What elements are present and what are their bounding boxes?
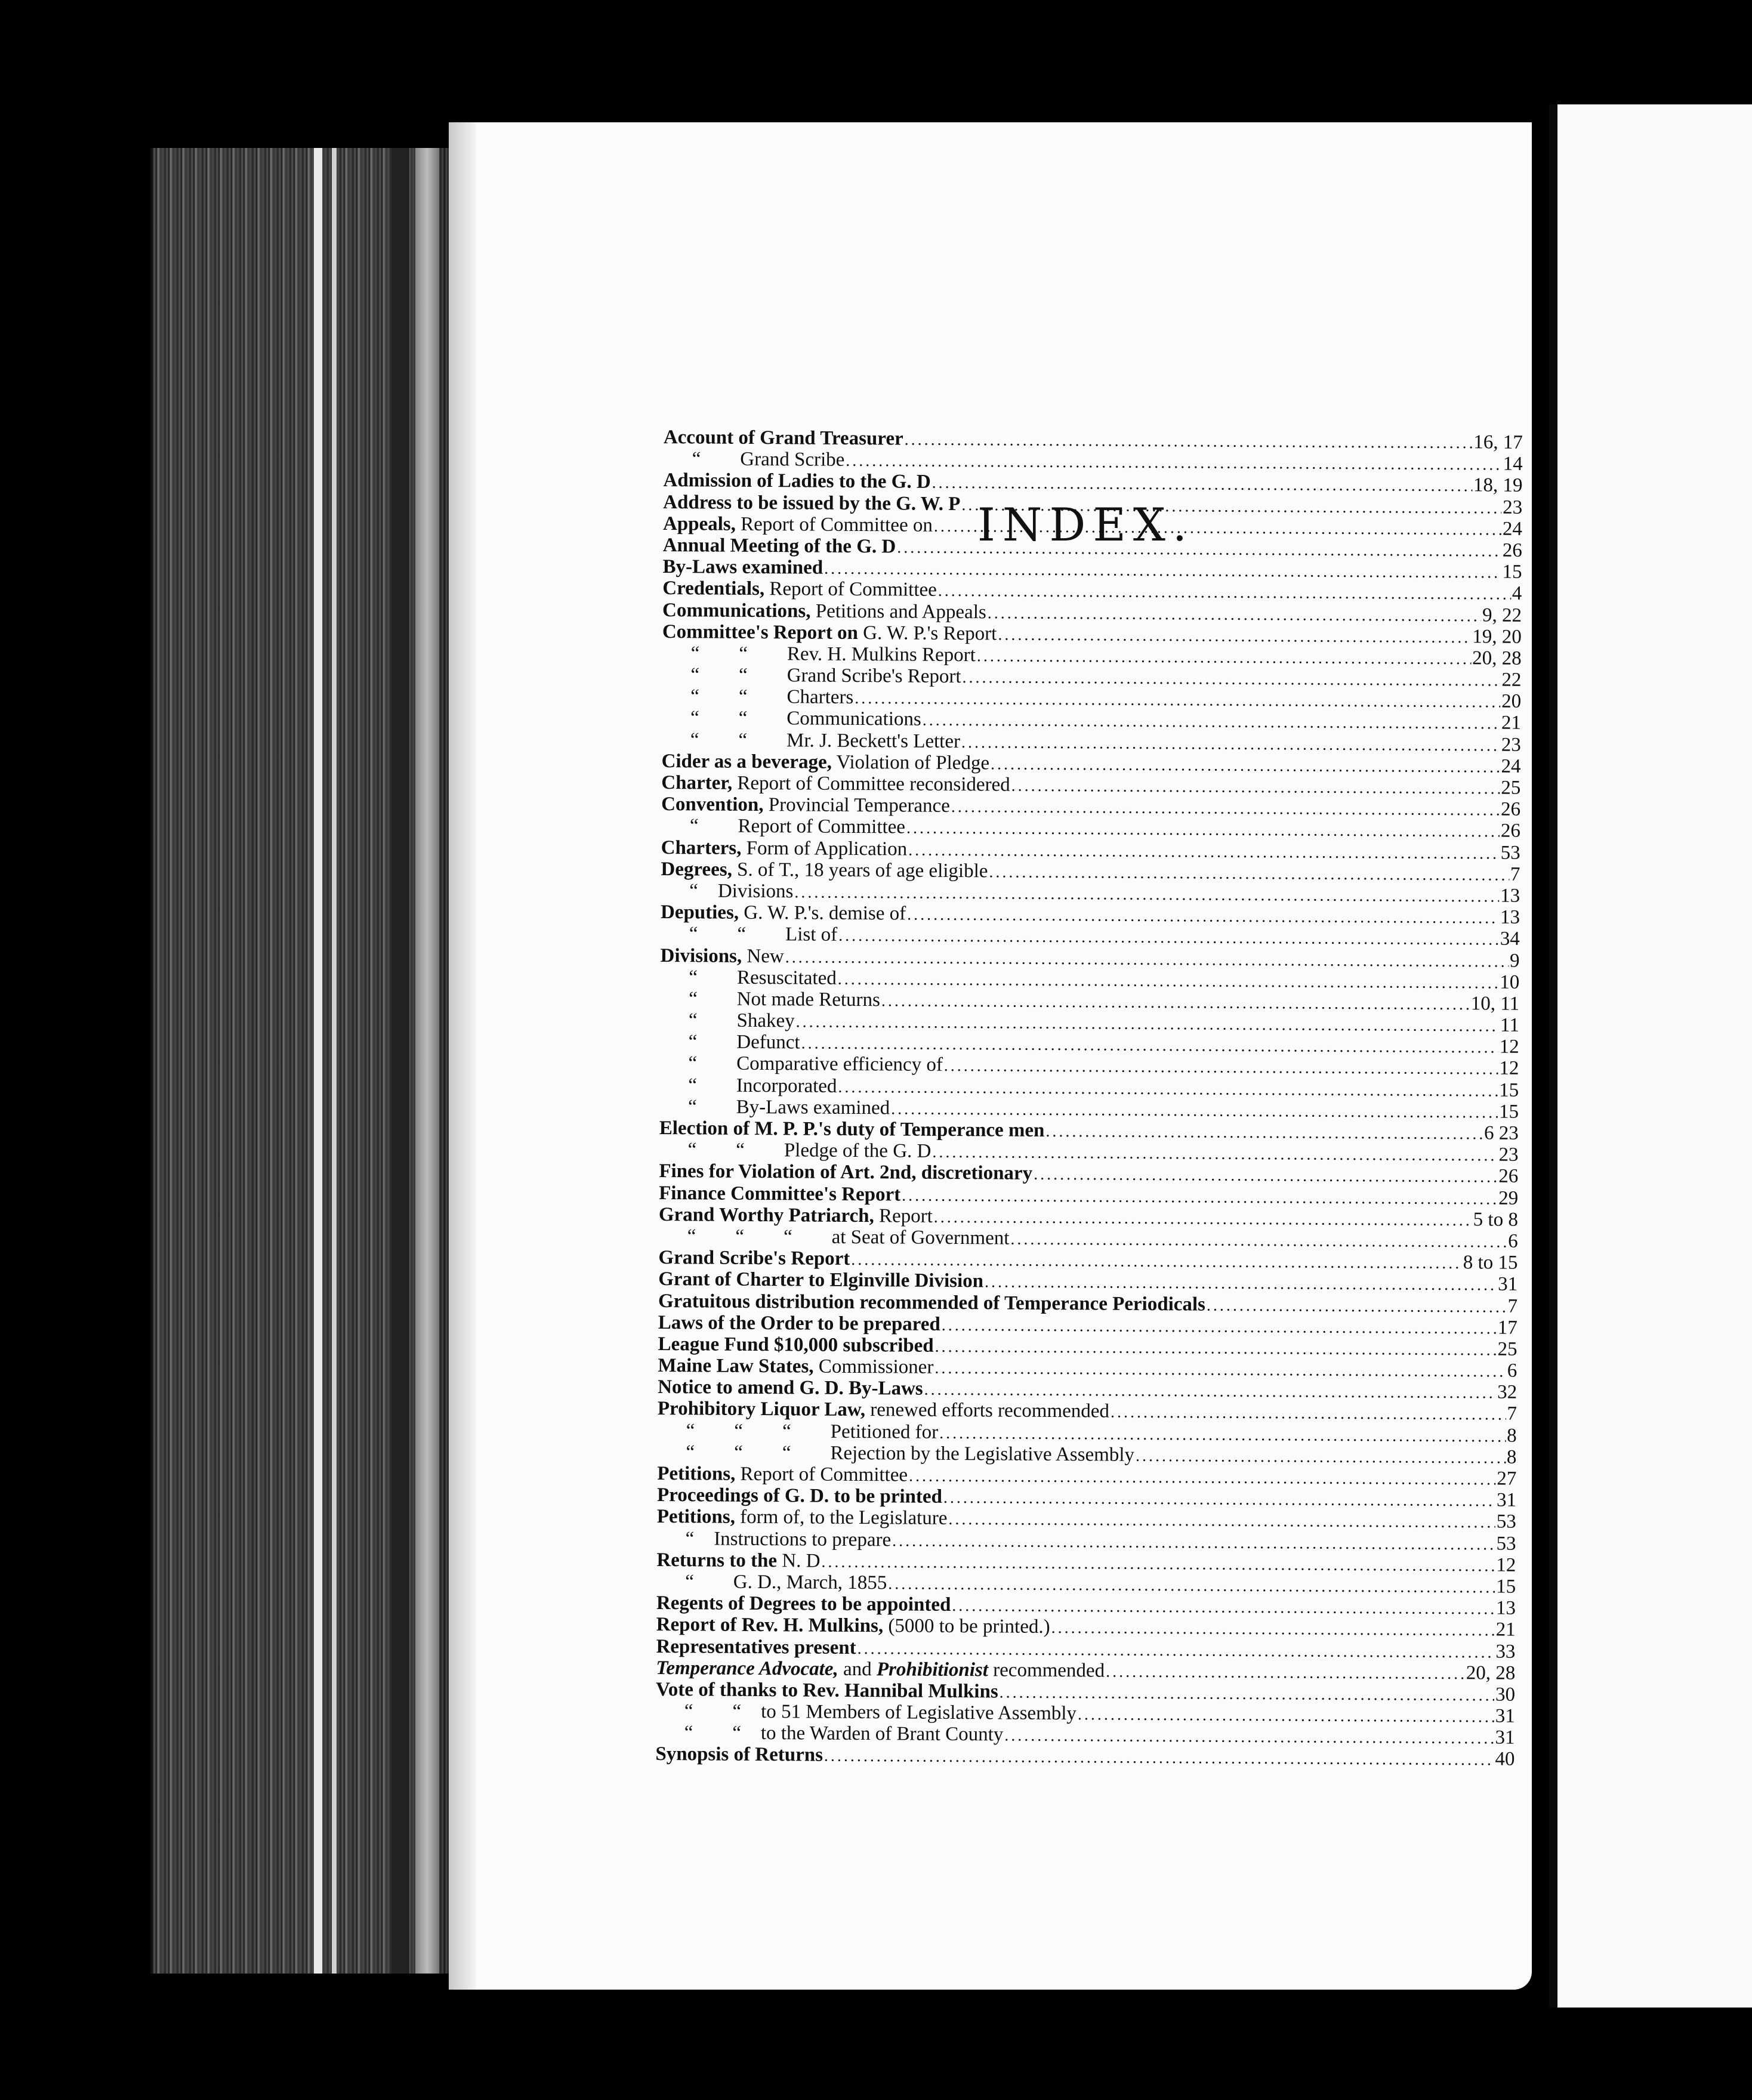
dot-leader (942, 1316, 1497, 1339)
edge-highlight (415, 148, 439, 1974)
adjacent-page (1549, 104, 1752, 2008)
index-entry-heading: Fines for Violation of Art. 2nd, discretionary (659, 1160, 1033, 1185)
dot-leader (934, 517, 1501, 540)
index-entry-heading: Charter, (661, 771, 733, 794)
index-entry-label (656, 1549, 820, 1573)
dot-leader (1111, 1403, 1506, 1425)
index-entry-page: 24 (1501, 755, 1521, 777)
index-entry-page: 8 (1507, 1425, 1517, 1447)
index-entry-page: 53 (1496, 1511, 1516, 1533)
edge-highlight (314, 148, 322, 1974)
dot-leader (838, 1077, 1498, 1101)
index-entry-heading: Admission of Ladies to the G. D (663, 470, 931, 493)
index-entry-heading: Election of M. P. P.'s duty of Temperance men (659, 1117, 1045, 1141)
index-entry-heading: Credentials, (662, 578, 765, 600)
index-entry-heading: Laws of the Order to be prepared (658, 1311, 940, 1335)
index-entry-subtext: renewed efforts recommended (865, 1399, 1110, 1423)
index-entry-label (663, 535, 896, 558)
index-entry-heading: Vote of thanks to Rev. Hannibal Mulkins (655, 1678, 998, 1703)
index-entry-page: 13 (1495, 1597, 1516, 1619)
index-entry-label (663, 513, 933, 537)
index-entry-label (658, 1268, 983, 1292)
index-entry-label (661, 923, 838, 946)
dot-leader (838, 927, 1499, 950)
index-entry-page: 9, 22 (1482, 604, 1522, 626)
index-entry-heading: Report of Rev. H. Mulkins, (656, 1614, 884, 1637)
index-entry-heading: Address to be issued by the G. W. P (663, 491, 961, 515)
index-entry-label (661, 901, 906, 925)
index-entry-page: 25 (1497, 1338, 1517, 1360)
index-entry-label (659, 1160, 1032, 1185)
index-entry-subtext: N. D (776, 1549, 821, 1572)
page-gutter (449, 122, 476, 1990)
index-entry-label (656, 1700, 1077, 1725)
index-entry-page: 17 (1497, 1317, 1517, 1339)
index-entry-heading: Account of Grand Treasurer (663, 427, 903, 450)
dot-leader (989, 863, 1509, 885)
index-entry-subtext: “ “ List of (689, 923, 838, 946)
index-entry-subtext: “ By-Laws examined (687, 1096, 890, 1119)
page-title-text: INDEX. (977, 498, 1195, 551)
index-entry-heading: Grand Worthy Patriarch, (658, 1203, 874, 1227)
index-entry-label (656, 1722, 1004, 1746)
index-entry-heading: Maine Law States, (658, 1355, 814, 1378)
index-entry-subtext: “ “ Rev. H. Mulkins Report (690, 643, 976, 666)
index-entry-subtext: “ “ “ Petitioned for (686, 1419, 939, 1443)
index-entry-page: 4 (1512, 583, 1522, 605)
index-entry-label (661, 858, 988, 882)
dot-leader (1045, 1122, 1483, 1144)
dot-leader (952, 1596, 1495, 1619)
index-entry-heading: Petitions, (657, 1462, 736, 1485)
index-entry-page: 34 (1500, 928, 1520, 950)
dot-leader (838, 969, 1499, 993)
dot-leader (932, 474, 1472, 496)
index-entry-heading: Proceedings of G. D. to be printed (656, 1484, 943, 1508)
index-entry-page: 15 (1496, 1576, 1516, 1598)
index-entry-subtext: Form of Application (741, 837, 908, 860)
index-entry-heading: Petitions, (656, 1506, 736, 1528)
index-entry-subtext: Violation of Pledge (831, 751, 990, 774)
index-entry-label (659, 1225, 1010, 1250)
index-entry-label (659, 1139, 931, 1163)
dot-leader (988, 604, 1482, 626)
index-entry-label (660, 1009, 795, 1032)
index-entry-heading: Synopsis of Returns (655, 1743, 823, 1767)
index-entry-label (658, 1247, 850, 1270)
index-entry-heading: By-Laws examined (662, 556, 823, 579)
dot-leader (1106, 1662, 1465, 1684)
index-entry-label (656, 1635, 856, 1659)
index-entry-label (656, 1571, 887, 1594)
index-entry-label (664, 448, 845, 471)
index-entry-label (658, 1376, 923, 1400)
index-entry-heading: Gratuitous distribution recommended of Temperance Periodicals (658, 1290, 1206, 1315)
index-entry-label (656, 1592, 951, 1616)
index-entry-page: 8 (1506, 1446, 1517, 1468)
index-entry-page: 15 (1498, 1101, 1519, 1123)
index-entry-subtext: “ Comparative efficiency of (688, 1052, 943, 1076)
index-entry-page: 40 (1495, 1748, 1515, 1771)
index-entry-heading: Regents of Degrees to be appointed (656, 1592, 951, 1616)
index-entry-page: 53 (1500, 842, 1520, 864)
dot-leader (907, 906, 1499, 928)
index-entry-heading: Annual Meeting of the G. D (662, 534, 896, 558)
index-entry-label (662, 664, 961, 688)
index-entry-label (658, 1420, 939, 1444)
dot-leader (935, 1338, 1497, 1360)
index-entry-label (661, 815, 905, 838)
dot-leader (944, 1057, 1498, 1079)
index-entry-page: 13 (1500, 885, 1520, 907)
index-entry-label (659, 1096, 890, 1119)
index-entry-label (656, 1679, 998, 1703)
index-entry-subtext: G. W. P.'s Report (858, 622, 997, 645)
index-entry-page: 6 (1507, 1360, 1517, 1382)
index-entry-label (660, 944, 784, 967)
index-entry-label (657, 1484, 942, 1508)
index-entry-page: 12 (1499, 1058, 1519, 1080)
index-entry-subtext: “ Incorporated (688, 1074, 837, 1097)
index-entry-label (658, 1355, 933, 1379)
index-entry-heading: Degrees, (661, 858, 732, 881)
index-entry-label (659, 1182, 900, 1206)
index-entry-subtext: “ Resuscitated (689, 966, 837, 989)
index-entry-subtext: (5000 to be printed.) (883, 1615, 1050, 1638)
index-entry-heading: Appeals, (662, 512, 736, 535)
index-entry-subtext: Report of Committee on (735, 513, 933, 536)
dot-leader (1078, 1705, 1494, 1727)
index-entry-subtext: “ “ “ Rejection by the Legislative Assembly (686, 1441, 1135, 1466)
index-entry-label (660, 1031, 800, 1054)
index-entry-label (659, 1204, 933, 1228)
dot-leader (985, 1273, 1497, 1295)
index-entry-page: 26 (1498, 1165, 1519, 1188)
index-entry-label (663, 470, 931, 493)
index-entry-subtext: “ Grand Scribe (692, 448, 845, 471)
dot-leader (963, 668, 1501, 691)
index-entry-subtext: and (838, 1658, 877, 1680)
index-entry-subtext: “ Divisions (689, 880, 794, 903)
index-entry-page: 23 (1503, 496, 1523, 518)
edge-highlight (332, 148, 337, 1974)
index-entry-page: 11 (1500, 1014, 1520, 1036)
index-entry-heading: Representatives present (656, 1635, 856, 1659)
index-entry-subtext: “ Report of Committee (689, 815, 906, 838)
index-entry-page: 14 (1503, 453, 1523, 475)
index-entry-subtext: “ “ Pledge of the G. D (687, 1139, 931, 1162)
index-entry-subtext: “ “ Grand Scribe's Report (690, 664, 961, 688)
dot-leader (961, 733, 1500, 756)
index-entry-subtext: “ “ to the Warden of Brant County (684, 1722, 1004, 1746)
dot-leader (961, 496, 1501, 518)
dot-leader (892, 1531, 1495, 1554)
index-entry-label (662, 707, 921, 731)
index-entry-label (657, 1506, 948, 1530)
dot-leader (991, 755, 1500, 777)
index-entry-subtext: Petitions and Appeals (810, 600, 986, 623)
index-entry-page: 24 (1502, 518, 1523, 540)
dot-leader (1051, 1619, 1495, 1641)
dot-leader (897, 538, 1501, 561)
index-entry-label (661, 751, 989, 774)
index-entry-page: 31 (1496, 1489, 1517, 1511)
index-list (655, 427, 1523, 1770)
index-entry-label (657, 1441, 1134, 1466)
index-entry-label (662, 578, 937, 601)
index-entry-subtext: form of, to the Legislature (735, 1506, 948, 1530)
index-entry-heading: Charters, (661, 836, 742, 859)
dot-leader (1136, 1447, 1506, 1468)
index-entry-heading: Convention, (661, 793, 764, 816)
dot-leader (888, 1574, 1495, 1597)
dot-leader (938, 582, 1511, 604)
dot-leader (1000, 1683, 1495, 1705)
index-entry-label (658, 1398, 1109, 1423)
index-entry-label (662, 621, 997, 645)
index-entry-page: 53 (1496, 1533, 1516, 1555)
index-entry-subtext: “ “ Charters (690, 685, 854, 709)
index-entry-heading: Temperance Advocate, (656, 1657, 838, 1680)
index-entry-label (656, 1657, 1105, 1682)
dot-leader (1010, 1230, 1507, 1252)
dot-leader (905, 430, 1473, 453)
index-entry-subtext: New (742, 945, 784, 967)
index-entry-page: 26 (1500, 798, 1521, 820)
index-entry-label (661, 837, 908, 861)
index-entry-subtext: “ “ “ at Seat of Government (687, 1225, 1010, 1249)
index-entry-page: 10, 11 (1470, 993, 1520, 1015)
dot-leader (909, 1467, 1495, 1490)
index-entry-heading: Finance Committee's Report (659, 1182, 901, 1206)
index-entry-label (656, 1614, 1050, 1638)
dot-leader (908, 841, 1500, 863)
index-entry-label (662, 599, 986, 623)
index-entry-subtext: Report (874, 1205, 933, 1227)
index-entry-page: 31 (1495, 1705, 1515, 1727)
index-entry-label (657, 1528, 892, 1551)
dot-leader (1011, 777, 1500, 799)
dot-leader (951, 798, 1500, 820)
dot-leader (881, 992, 1470, 1014)
index-entry-page: 27 (1497, 1468, 1517, 1490)
index-entry-page: 26 (1502, 539, 1522, 561)
index-entry-page: 31 (1498, 1273, 1518, 1296)
index-entry-page: 20 (1501, 690, 1522, 713)
index-entry-page: 7 (1507, 1403, 1517, 1425)
index-entry-page: 21 (1495, 1619, 1516, 1641)
dot-leader (1034, 1165, 1497, 1187)
index-entry-subtext: “ G. D., March, 1855 (685, 1571, 887, 1594)
index-entry-subtext: recommended (988, 1659, 1105, 1682)
dot-leader (1004, 1727, 1494, 1749)
edge-shadow (391, 148, 409, 1974)
index-entry-page: 15 (1502, 561, 1522, 583)
index-entry-label (659, 1074, 837, 1098)
index-entry-subtext: “ “ Mr. J. Beckett's Letter (690, 728, 961, 752)
index-entry-page: 29 (1498, 1187, 1519, 1209)
index-entry-subtext: S. of T., 18 years of age eligible (732, 858, 988, 882)
index-entry-page: 5 to 8 (1473, 1209, 1519, 1231)
index-entry-page: 21 (1501, 712, 1522, 734)
index-entry-subtext: Report of Committee (735, 1463, 908, 1486)
index-entry-page: 13 (1500, 906, 1520, 928)
index-entry-label (659, 1117, 1045, 1142)
index-entry-page: 12 (1496, 1554, 1516, 1576)
dot-leader (824, 1747, 1494, 1770)
index-entry-label (661, 793, 950, 817)
index-entry-subtext: “ “ Communications (690, 707, 921, 731)
index-entry-subtext: Report of Committee reconsidered (732, 772, 1010, 796)
index-entry-label (658, 1312, 940, 1336)
index-entry-label (661, 772, 1010, 796)
index-entry-page: 15 (1499, 1079, 1519, 1101)
index-entry-page: 8 to 15 (1463, 1252, 1518, 1274)
index-entry-page: 26 (1500, 820, 1520, 842)
index-entry-subtext: “ Shakey (688, 1009, 795, 1032)
index-entry-page: 6 23 (1483, 1122, 1519, 1144)
index-entry-label (657, 1463, 908, 1487)
index-entry-label (660, 966, 837, 990)
index-entry-heading: Grand Scribe's Report (658, 1247, 850, 1270)
index-entry-page: 25 (1501, 777, 1521, 799)
index-entry-page: 16, 17 (1473, 431, 1523, 453)
index-entry-page: 7 (1507, 1295, 1518, 1317)
index-entry-page: 32 (1497, 1381, 1517, 1404)
dot-leader (846, 452, 1502, 475)
index-entry-label (662, 729, 960, 753)
index-entry-subtext: Provincial Temperance (763, 794, 950, 817)
index-entry-subtext: G. W. P.'s. demise of (739, 901, 906, 925)
book-fore-edge (150, 148, 451, 1974)
index-entry-label (661, 880, 793, 903)
index-entry-subtext: “ Not made Returns (689, 988, 881, 1011)
index-entry-heading: Committee's Report on (662, 620, 859, 644)
index-entry-heading: Cider as a beverage, (661, 750, 832, 773)
dot-leader (998, 625, 1471, 647)
index-entry-heading: Prohibitionist (876, 1658, 989, 1681)
dot-leader (977, 647, 1471, 669)
index-entry-page: 23 (1501, 734, 1521, 756)
index-entry-page: 31 (1495, 1727, 1515, 1749)
index-entry-page: 23 (1498, 1144, 1519, 1166)
index-entry-subtext: “ Instructions to prepare (685, 1527, 892, 1551)
dot-leader (934, 1208, 1472, 1231)
index-entry-heading: Communications, (662, 599, 811, 622)
dot-leader (1207, 1296, 1507, 1317)
index-entry-label (659, 1052, 943, 1076)
dot-leader (902, 1186, 1497, 1209)
index-entry-page: 20, 28 (1466, 1662, 1516, 1684)
index-entry-subtext: “ Defunct (688, 1031, 800, 1054)
index-entry-subtext: Report of Committee (764, 578, 937, 601)
index-entry-heading: Prohibitory Liquor Law, (657, 1398, 866, 1421)
index-entry-page: 7 (1510, 863, 1520, 885)
index-entry-page: 9 (1509, 950, 1520, 972)
index-entry-heading: Grant of Charter to Elginville Division (658, 1268, 984, 1292)
index-entry-page: 12 (1499, 1036, 1519, 1058)
index-entry-page: 33 (1495, 1641, 1516, 1663)
index-entry-heading: League Fund $10,000 subscribed (658, 1333, 934, 1357)
index-entry-label (655, 1743, 823, 1767)
index-entry-subtext: Commissioner (813, 1355, 934, 1378)
index-entry-label (662, 643, 976, 666)
dot-leader (906, 819, 1500, 842)
index-entry-heading: Divisions, (660, 944, 742, 967)
index-entry-page: 6 (1508, 1230, 1518, 1252)
dot-leader (943, 1488, 1495, 1511)
dot-leader (855, 689, 1500, 712)
index-entry-label (663, 492, 960, 515)
index-entry-label (662, 685, 853, 709)
index-entry-label (660, 988, 880, 1011)
index-entry-page: 19, 20 (1472, 625, 1522, 648)
index-entry-page: 22 (1501, 669, 1522, 691)
index-entry-heading: Deputies, (660, 901, 739, 924)
dot-leader (948, 1510, 1495, 1533)
index-entry-page: 10 (1500, 971, 1520, 993)
index-entry-subtext: “ “ to 51 Members of Legislative Assembly (684, 1700, 1077, 1725)
index-entry-heading: Returns to the (656, 1549, 778, 1571)
index-entry-page: 18, 19 (1473, 474, 1523, 497)
index-entry-label (662, 556, 823, 579)
dot-leader (923, 711, 1500, 734)
dot-leader (934, 1359, 1506, 1382)
index-entry-label (664, 427, 903, 450)
index-entry-label (658, 1333, 933, 1357)
index-entry-heading: Notice to amend G. D. By-Laws (658, 1376, 923, 1400)
index-entry-page: 20, 28 (1472, 647, 1522, 669)
index-entry-page: 30 (1495, 1684, 1516, 1706)
